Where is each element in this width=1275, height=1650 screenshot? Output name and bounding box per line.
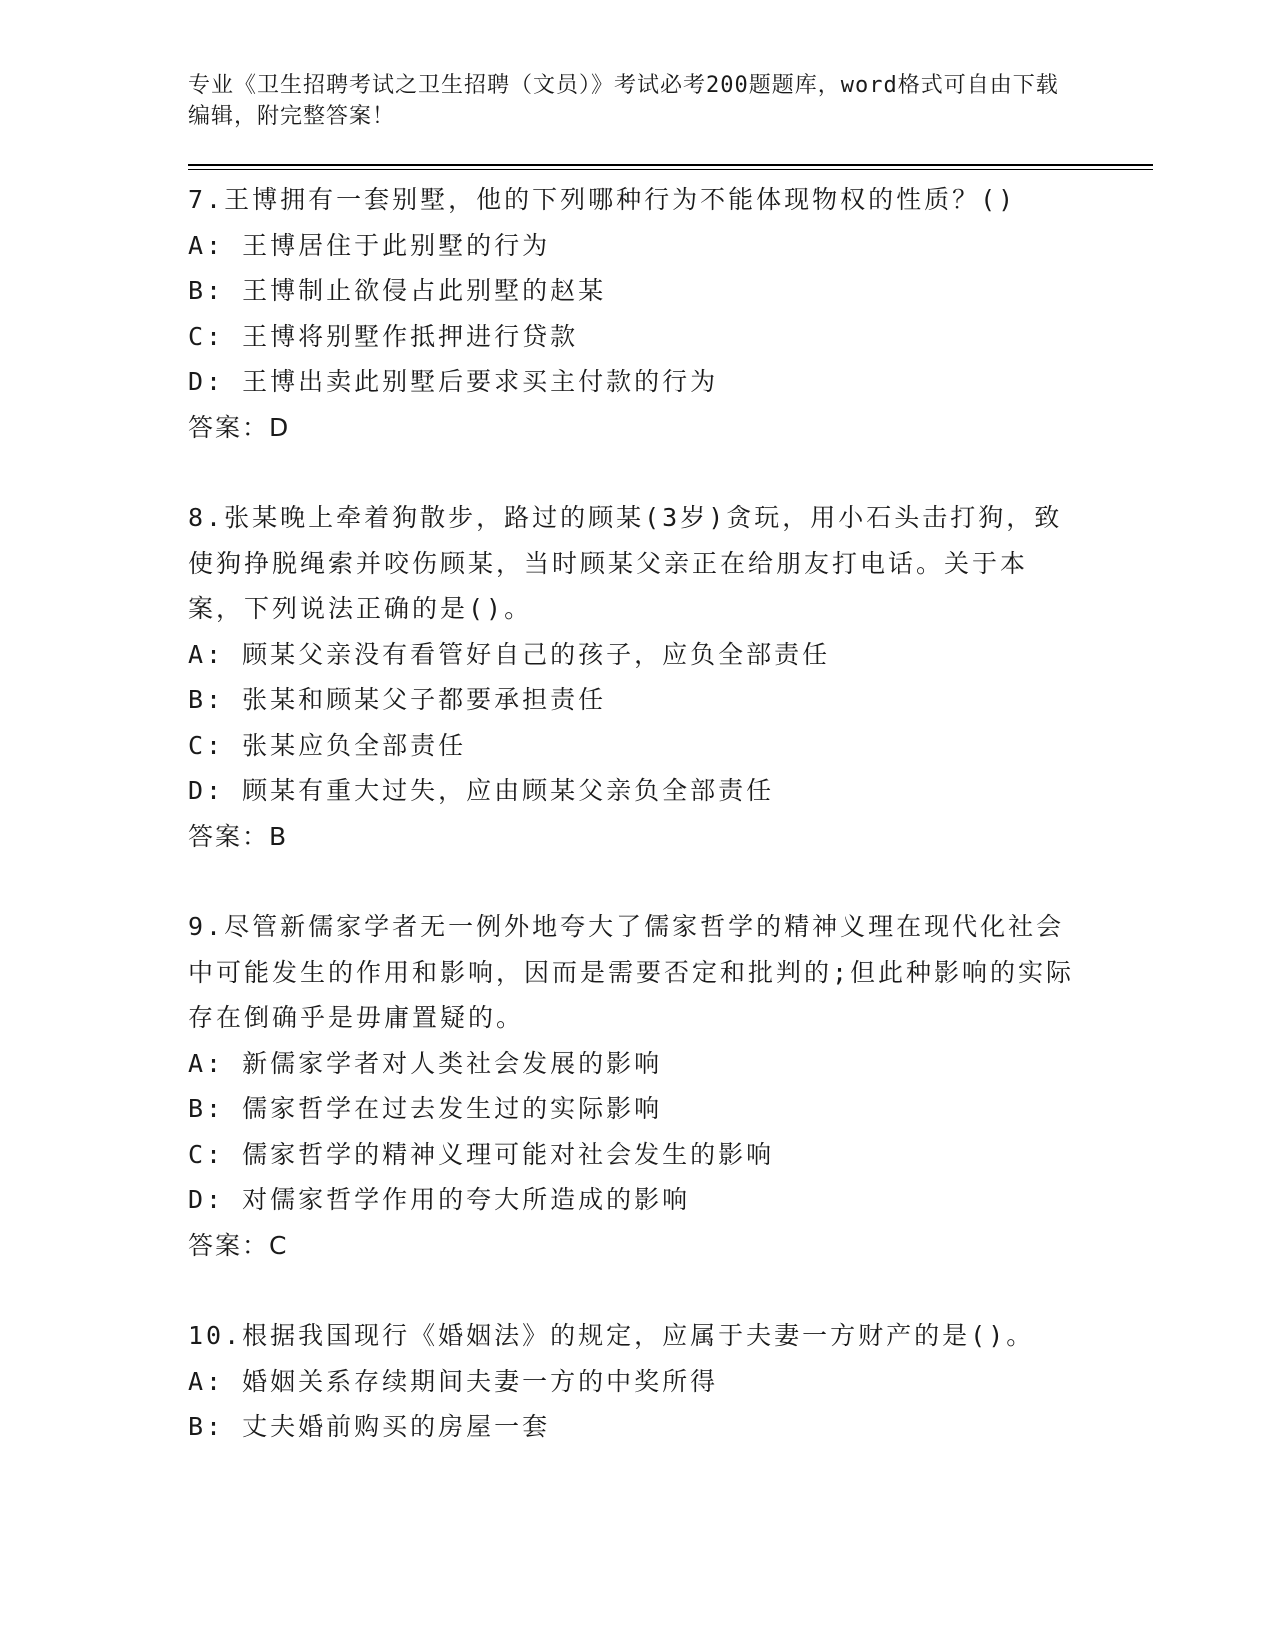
option-b: B: 张某和顾某父子都要承担责任 bbox=[188, 685, 607, 714]
answer: 答案：D bbox=[188, 412, 291, 442]
question-9 bbox=[188, 904, 1153, 1268]
option-d: D: 顾某有重大过失，应由顾某父亲负全部责任 bbox=[188, 776, 775, 805]
option-a: A: 顾某父亲没有看管好自己的孩子，应负全部责任 bbox=[188, 639, 831, 669]
question-10 bbox=[188, 1313, 1153, 1450]
option-d: D: 对儒家哲学作用的夸大所造成的影响 bbox=[188, 1185, 691, 1214]
option-b: B: 丈夫婚前购买的房屋一套 bbox=[188, 1412, 551, 1441]
question-stem: 7.王博拥有一套别墅，他的下列哪种行为不能体现物权的性质？() bbox=[188, 185, 1017, 214]
option-b: B: 儒家哲学在过去发生过的实际影响 bbox=[188, 1094, 663, 1123]
document-header: 专业《卫生招聘考试之卫生招聘（文员）》考试必考200题题库，word格式可自由下载编辑，附完整答案！ bbox=[188, 73, 1059, 129]
option-a: A: 王博居住于此别墅的行为 bbox=[188, 230, 551, 260]
option-c: C: 张某应负全部责任 bbox=[188, 730, 467, 760]
divider-line-thin bbox=[188, 169, 1153, 170]
answer: 答案：B bbox=[188, 821, 289, 851]
question-list bbox=[188, 177, 1153, 1450]
question-stem: 9.尽管新儒家学者无一例外地夸大了儒家哲学的精神义理在现代化社会中可能发生的作用和影响，因而是需要否定和批判的;但此种影响的实际存在倒确乎是毋庸置疑的。 bbox=[188, 912, 1075, 1032]
option-a: A: 新儒家学者对人类社会发展的影响 bbox=[188, 1048, 663, 1078]
question-stem: 10.根据我国现行《婚姻法》的规定，应属于夫妻一方财产的是()。 bbox=[188, 1321, 1035, 1350]
option-d: D: 王博出卖此别墅后要求买主付款的行为 bbox=[188, 367, 719, 396]
question-7 bbox=[188, 177, 1153, 450]
option-a: A: 婚姻关系存续期间夫妻一方的中奖所得 bbox=[188, 1366, 719, 1396]
option-c: C: 儒家哲学的精神义理可能对社会发生的影响 bbox=[188, 1139, 775, 1169]
option-c: C: 王博将别墅作抵押进行贷款 bbox=[188, 321, 579, 351]
question-stem: 8.张某晚上牵着狗散步，路过的顾某(3岁)贪玩，用小石头击打狗，致使狗挣脱绳索并咬伤顾某，当时顾某父亲正在给朋友打电话。关于本案，下列说法正确的是()。 bbox=[188, 503, 1063, 623]
divider-line-thick bbox=[188, 164, 1153, 166]
question-8 bbox=[188, 495, 1153, 859]
answer: 答案：C bbox=[188, 1230, 289, 1260]
header-divider bbox=[188, 164, 1153, 170]
document-page bbox=[188, 70, 1153, 1495]
option-b: B: 王博制止欲侵占此别墅的赵某 bbox=[188, 276, 607, 305]
